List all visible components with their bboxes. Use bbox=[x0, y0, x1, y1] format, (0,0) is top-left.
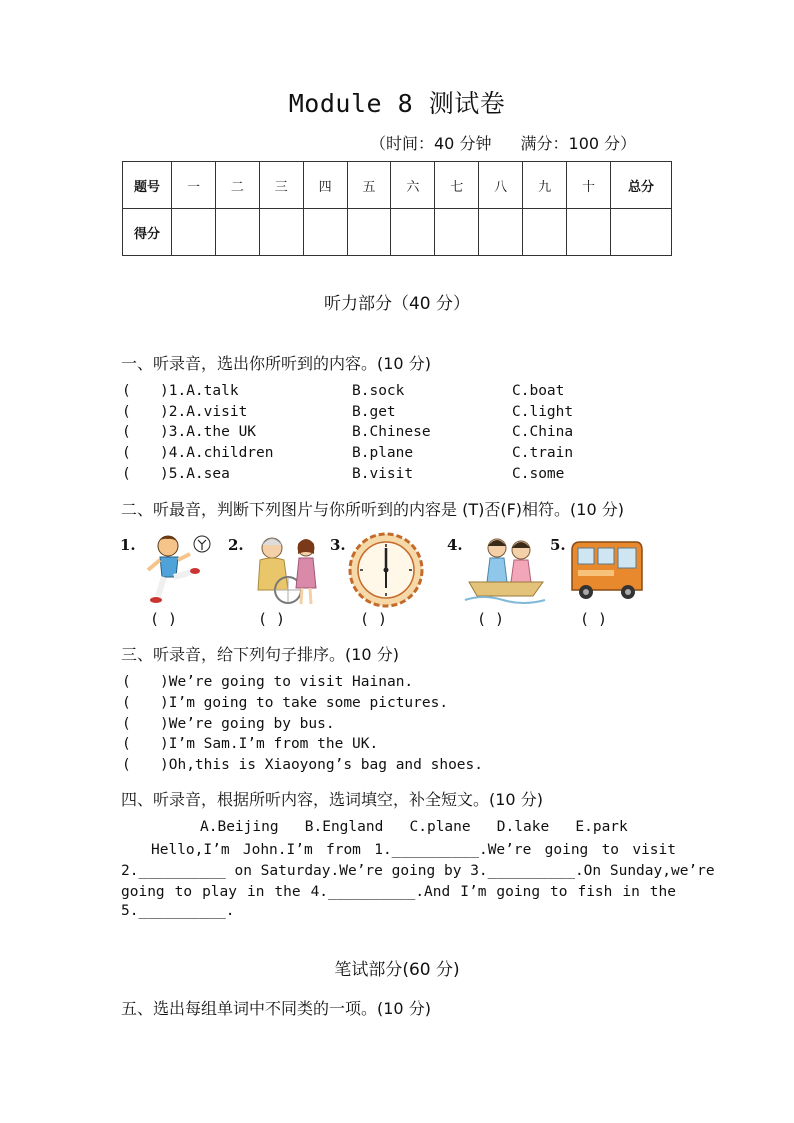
list-item bbox=[122, 404, 682, 424]
passage-line: Hello,I’m John.I’m from 1.__________.We’re going to visit bbox=[151, 842, 676, 858]
answer-paren[interactable]: ( bbox=[122, 695, 131, 711]
table-cell: 七 bbox=[435, 162, 479, 209]
answer-paren[interactable]: ( bbox=[122, 757, 131, 773]
table-cell: 三 bbox=[259, 162, 303, 209]
score-cell[interactable] bbox=[523, 209, 567, 256]
list-item bbox=[122, 445, 682, 465]
written-section-title: 笔试部分(60 分) bbox=[334, 960, 460, 980]
listening-section-title: 听力部分（40 分） bbox=[323, 294, 471, 314]
option-c: C.train bbox=[512, 445, 574, 461]
answer-paren[interactable]: ( bbox=[122, 736, 131, 752]
q4-heading: 四、听录音，根据所听内容，选词填空，补全短文。(10 分) bbox=[121, 790, 543, 809]
picture-item bbox=[330, 530, 420, 628]
picture-item bbox=[447, 530, 537, 628]
table-cell: 八 bbox=[479, 162, 523, 209]
score-cell[interactable] bbox=[435, 209, 479, 256]
score-cell[interactable] bbox=[347, 209, 391, 256]
score-cell[interactable] bbox=[479, 209, 523, 256]
option-c: C.China bbox=[512, 424, 574, 440]
title-english: Module 8 bbox=[288, 89, 429, 118]
option-c: C.some bbox=[512, 466, 565, 482]
time-label: （时间：40 分钟 bbox=[370, 134, 492, 153]
page-title bbox=[0, 84, 794, 120]
table-cell: 四 bbox=[303, 162, 347, 209]
word-options: A.Beijing B.England C.plane D.lake E.park bbox=[200, 819, 628, 835]
sentence-text: )Oh,this is Xiaoyong’s bag and shoes. bbox=[160, 757, 484, 773]
score-cell[interactable] bbox=[567, 209, 611, 256]
option-c: C.boat bbox=[512, 383, 565, 399]
score-cell[interactable] bbox=[611, 209, 672, 256]
score-table-score-row bbox=[123, 209, 672, 256]
clock-icon bbox=[346, 530, 428, 608]
answer-paren[interactable]: ( ) bbox=[360, 610, 388, 628]
answer-paren[interactable]: ( bbox=[122, 404, 131, 420]
picture-number: 2. bbox=[228, 536, 244, 554]
score-cell[interactable] bbox=[215, 209, 259, 256]
title-chinese: 测试卷 bbox=[428, 89, 506, 118]
picture-item bbox=[120, 530, 210, 628]
option-b: B.Chinese bbox=[352, 424, 431, 440]
answer-paren[interactable]: ( bbox=[122, 674, 131, 690]
picture-number: 4. bbox=[447, 536, 463, 554]
option-a: )5.A.sea bbox=[160, 466, 230, 482]
option-c: C.light bbox=[512, 404, 574, 420]
answer-paren[interactable]: ( ) bbox=[477, 610, 505, 628]
sentence-text: )I’m going to take some pictures. bbox=[160, 695, 449, 711]
answer-paren[interactable]: ( ) bbox=[258, 610, 286, 628]
score-label: 满分：100 分） bbox=[520, 134, 637, 153]
table-cell: 总分 bbox=[611, 162, 672, 209]
table-cell: 五 bbox=[347, 162, 391, 209]
picture-number: 5. bbox=[550, 536, 566, 554]
picture-number: 3. bbox=[330, 536, 346, 554]
score-cell[interactable] bbox=[172, 209, 216, 256]
option-b: B.plane bbox=[352, 445, 414, 461]
answer-paren[interactable]: ( bbox=[122, 424, 131, 440]
sentence-text: )We’re going to visit Hainan. bbox=[160, 674, 414, 690]
table-cell: 六 bbox=[391, 162, 435, 209]
option-a: )4.A.children bbox=[160, 445, 274, 461]
q1-heading: 一、听录音，选出你所听到的内容。(10 分) bbox=[121, 354, 431, 373]
answer-paren[interactable]: ( bbox=[122, 466, 131, 482]
grandma-wheelchair-icon bbox=[244, 530, 328, 608]
table-cell: 题号 bbox=[123, 162, 172, 209]
passage-line: going to play in the 4.__________.And I’m going to fish in the bbox=[121, 884, 676, 900]
list-item bbox=[122, 466, 682, 486]
table-cell: 十 bbox=[567, 162, 611, 209]
answer-paren[interactable]: ( bbox=[122, 445, 131, 461]
option-b: B.sock bbox=[352, 383, 405, 399]
time-score-info bbox=[370, 131, 642, 154]
option-a: )1.A.talk bbox=[160, 383, 239, 399]
q2-pictures bbox=[120, 530, 680, 630]
boy-kicking-ball-icon bbox=[136, 530, 216, 608]
bus-icon bbox=[566, 530, 646, 608]
option-a: )2.A.visit bbox=[160, 404, 248, 420]
answer-paren[interactable]: ( bbox=[122, 716, 131, 732]
table-cell: 九 bbox=[523, 162, 567, 209]
table-cell: 得分 bbox=[123, 209, 172, 256]
answer-paren[interactable]: ( bbox=[122, 383, 131, 399]
score-cell[interactable] bbox=[303, 209, 347, 256]
score-table bbox=[122, 161, 672, 256]
girls-in-boat-icon bbox=[463, 530, 547, 608]
q2-heading: 二、听最音，判断下列图片与你所听到的内容是 (T)否(F)相符。(10 分) bbox=[121, 500, 624, 519]
q3-heading: 三、听录音，给下列句子排序。(10 分) bbox=[121, 645, 399, 664]
answer-paren[interactable]: ( ) bbox=[580, 610, 608, 628]
option-a: )3.A.the UK bbox=[160, 424, 257, 440]
passage-line: 2.__________ on Saturday.We’re going by 3.__________.On Sunday,we’re bbox=[121, 863, 715, 879]
table-cell: 二 bbox=[215, 162, 259, 209]
list-item bbox=[122, 383, 682, 403]
answer-paren[interactable]: ( ) bbox=[150, 610, 178, 628]
table-cell: 一 bbox=[172, 162, 216, 209]
picture-item bbox=[550, 530, 640, 628]
picture-item bbox=[228, 530, 318, 628]
passage-line: 5.__________. bbox=[121, 903, 235, 919]
sentence-text: )We’re going by bus. bbox=[160, 716, 335, 732]
q5-heading: 五、选出每组单词中不同类的一项。(10 分) bbox=[121, 999, 431, 1018]
score-cell[interactable] bbox=[391, 209, 435, 256]
list-item bbox=[122, 424, 682, 444]
sentence-text: )I’m Sam.I’m from the UK. bbox=[160, 736, 379, 752]
score-cell[interactable] bbox=[259, 209, 303, 256]
picture-number: 1. bbox=[120, 536, 136, 554]
option-b: B.visit bbox=[352, 466, 414, 482]
option-b: B.get bbox=[352, 404, 396, 420]
score-table-header-row bbox=[123, 162, 672, 209]
